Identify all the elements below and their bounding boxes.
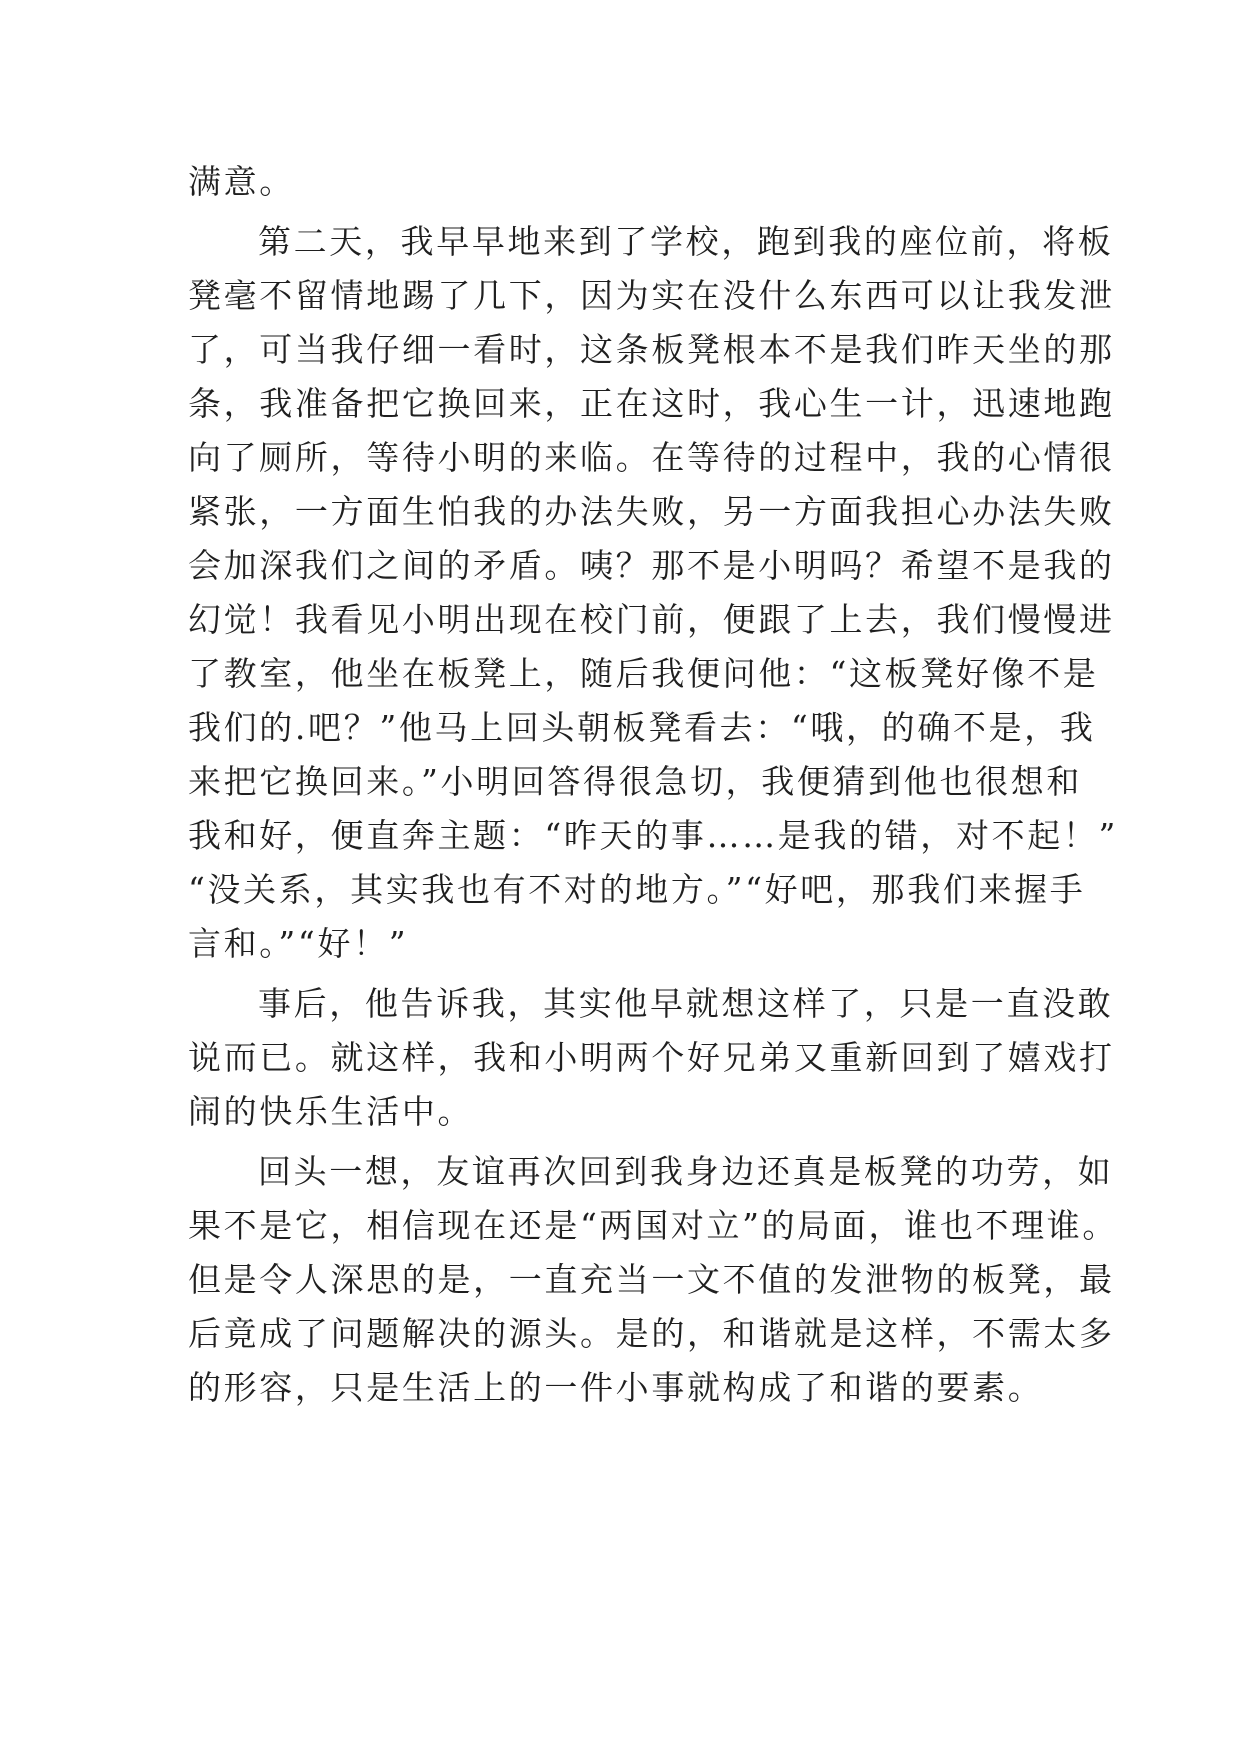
text-line: 了，可当我仔细一看时，这条板凳根本不是我们昨天坐的那 xyxy=(188,330,1115,369)
text-line: 了教室，他坐在板凳上，随后我便问他：“这板凳好像不是 xyxy=(188,654,1099,693)
text-line: 满意。 xyxy=(188,162,295,201)
paragraph-first-line: 回头一想，友谊再次回到我身边还真是板凳的功劳，如 xyxy=(258,1152,1114,1191)
text-line: 凳毫不留情地踢了几下，因为实在没什么东西可以让我发泄 xyxy=(188,276,1115,315)
text-line: 的形容，只是生活上的一件小事就构成了和谐的要素。 xyxy=(188,1368,1044,1407)
text-line: 但是令人深思的是，一直充当一文不值的发泄物的板凳，最 xyxy=(188,1260,1115,1299)
text-line: 紧张，一方面生怕我的办法失败，另一方面我担心办法失败 xyxy=(188,492,1115,531)
paragraph-first-line: 第二天，我早早地来到了学校，跑到我的座位前，将板 xyxy=(258,222,1114,261)
text-line: 闹的快乐生活中。 xyxy=(188,1092,474,1131)
paragraph-first-line: 事后，他告诉我，其实他早就想这样了，只是一直没敢 xyxy=(258,984,1114,1023)
text-line: 言和。”“好！” xyxy=(188,924,409,963)
text-line: 说而已。就这样，我和小明两个好兄弟又重新回到了嬉戏打 xyxy=(188,1038,1115,1077)
text-line: 条，我准备把它换回来，正在这时，我心生一计，迅速地跑 xyxy=(188,384,1115,423)
text-line: “没关系，其实我也有不对的地方。”“好吧，那我们来握手 xyxy=(188,870,1086,909)
text-line: 我和好，便直奔主题：“昨天的事……是我的错，对不起！” xyxy=(188,816,1119,855)
text-line: 幻觉！我看见小明出现在校门前，便跟了上去，我们慢慢进 xyxy=(188,600,1115,639)
text-line: 后竟成了问题解决的源头。是的，和谐就是这样，不需太多 xyxy=(188,1314,1115,1353)
text-line: 向了厕所，等待小明的来临。在等待的过程中，我的心情很 xyxy=(188,438,1115,477)
text-line: 果不是它，相信现在还是“两国对立”的局面，谁也不理谁。 xyxy=(188,1206,1119,1245)
text-line: 会加深我们之间的矛盾。咦？那不是小明吗？希望不是我的 xyxy=(188,546,1115,585)
text-line: 来把它换回来。”小明回答得很急切，我便猜到他也很想和 xyxy=(188,762,1083,801)
text-line: 我们的.吧？”他马上回头朝板凳看去：“哦，的确不是，我 xyxy=(188,708,1096,747)
